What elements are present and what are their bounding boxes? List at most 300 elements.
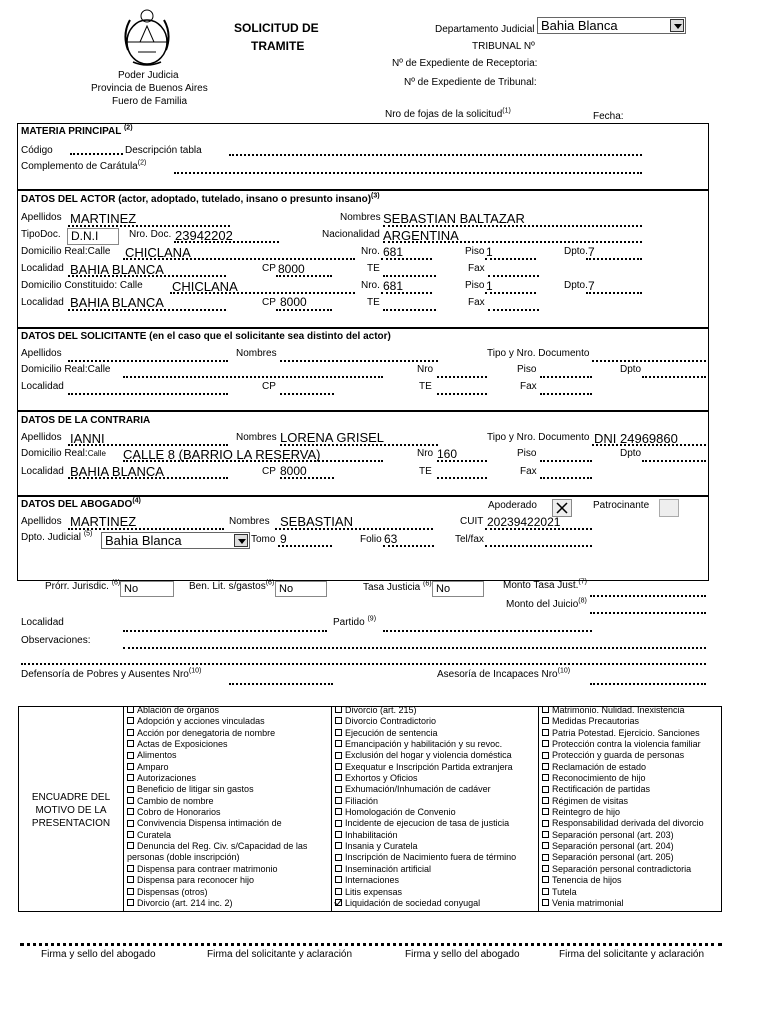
checkbox-icon[interactable] [335,842,342,849]
benlit-field[interactable] [275,581,327,597]
encuadre-option[interactable] [127,762,307,773]
encuadre-option[interactable] [335,864,516,875]
encuadre-option[interactable] [542,773,704,784]
checkbox-icon[interactable] [127,876,134,883]
encuadre-option[interactable] [127,705,307,716]
con-localidad-line [68,477,228,479]
actor-dpto2-label: Dpto. [564,280,588,291]
sol-localidad-field[interactable] [68,393,228,395]
actor-title: DATOS DEL ACTOR (actor, adoptado, tutelado, insano o presunto insano)$^{(3)}$ [21,192,380,205]
sol-cp-label: CP [262,381,276,392]
actor-localidad2-line [68,309,226,311]
encuadre-option-label: Rectificación de partidas [552,784,651,795]
encuadre-option-label: Cambio de nombre [137,795,214,806]
con-nro-line [437,460,487,462]
abo-telfax-field[interactable] [485,545,592,547]
encuadre-option-label: Reintegro de hijo [552,807,621,818]
observaciones-field-2[interactable] [21,663,706,665]
encuadre-option[interactable] [542,716,704,727]
checkbox-icon[interactable] [127,706,134,713]
actor-piso-label: Piso [465,246,485,257]
actor-domconst-line [170,292,355,294]
checkbox-icon[interactable] [542,706,549,713]
departamento-select[interactable] [537,17,686,34]
checkbox-icon[interactable] [127,752,134,759]
encuadre-option[interactable] [542,887,704,898]
checkbox-icon[interactable] [335,808,342,815]
checkbox-icon[interactable] [127,797,134,804]
checkbox-icon[interactable] [542,729,549,736]
sol-dom-label: Domicilio Real:Calle [21,364,111,375]
sol-cp-field[interactable] [280,393,334,395]
checkbox-icon[interactable] [542,786,549,793]
checkbox-icon[interactable] [335,752,342,759]
actor-fax2-label: Fax [468,297,485,308]
encuadre-option[interactable] [335,750,516,761]
sol-apellidos-field[interactable] [68,360,228,362]
actor-piso-value[interactable]: 1 [486,245,493,259]
encuadre-option-label: Denuncia del Reg. Civ. s/Capacidad de las [137,841,308,852]
encuadre-option-label: Patria Potestad. Ejercicio. Sanciones [552,727,700,738]
actor-localidad2-value[interactable]: BAHIA BLANCA [70,295,164,310]
monto-juicio-field[interactable] [590,612,706,614]
sol-nro-field[interactable] [437,376,487,378]
checkbox-icon[interactable] [542,752,549,759]
abo-folio-line [383,545,434,547]
codigo-field[interactable] [70,153,123,155]
con-fax-label: Fax [520,466,537,477]
checkbox-icon[interactable] [335,854,342,861]
actor-domreal-line [123,258,355,260]
encuadre-title [19,791,123,830]
checkbox-icon[interactable] [335,888,342,895]
checkbox-icon[interactable] [542,763,549,770]
encuadre-option-label: Exhumación/Inhumación de cadáver [345,784,491,795]
actor-te-line [383,275,436,277]
sol-apellidos-label: Apellidos [21,348,62,359]
localidad-field[interactable] [123,630,327,632]
checkbox-icon[interactable] [542,876,549,883]
encuadre-option-label: Venia matrimonial [552,897,624,908]
encuadre-option-label: Actas de Exposiciones [137,739,228,750]
con-piso-label: Piso [517,448,537,459]
checkbox-icon[interactable] [127,740,134,747]
encuadre-option[interactable] [335,796,516,807]
con-domicilio-line [123,460,383,462]
chevron-down-icon[interactable] [670,19,684,32]
abo-dpto-label: Dpto. Judicial $^{(5)}$ [21,530,93,543]
actor-localidad-label: Localidad [21,263,64,274]
encuadre-option[interactable] [335,762,516,773]
checkbox-icon[interactable] [335,717,342,724]
actor-dpto2-line [586,292,642,294]
encuadre-option-label: Amparo [137,761,169,772]
tasa-field[interactable] [432,581,484,597]
abo-dpto-select[interactable] [101,532,250,549]
encuadre-option[interactable] [335,852,516,863]
encuadre-option[interactable] [127,739,307,750]
checkbox-icon[interactable] [127,899,134,906]
encuadre-option-label: Divorcio Contradictorio [345,716,437,727]
actor-tipodoc-value: D.N.I [71,229,99,243]
actor-domconst-label: Domicilio Constituido: Calle [21,280,143,291]
encuadre-option-label: Liquidación de sociedad conyugal [345,897,481,908]
complemento-field[interactable] [174,172,642,174]
actor-dpto-label: Dpto. [564,246,588,257]
encuadre-option[interactable] [542,728,704,739]
checkbox-icon[interactable] [542,854,549,861]
actor-nrodoc-value[interactable]: 23942202 [175,228,233,243]
encuadre-option[interactable] [127,807,307,818]
encuadre-option[interactable] [127,841,307,852]
actor-te-label: TE [367,263,380,274]
sol-fax-field[interactable] [540,393,592,395]
con-piso-field[interactable] [540,460,592,462]
encuadre-option-label: Exclusión del hogar y violencia doméstica [345,750,512,761]
exp-receptoria-label: Nº de Expediente de Receptoria: [392,58,538,69]
encuadre-option[interactable] [542,705,704,716]
encuadre-option-label: Protección contra la violencia familiar [552,739,701,750]
monto-tasa-label: Monto Tasa Just.$^{(7)}$ [503,578,587,591]
checkbox-icon[interactable] [335,899,342,906]
coat-of-arms-icon [118,4,176,68]
actor-localidad-value[interactable]: BAHIA BLANCA [70,262,164,277]
defensoria-field[interactable] [229,683,333,685]
encuadre-option[interactable] [542,784,704,795]
checkbox-icon[interactable] [335,797,342,804]
encuadre-option[interactable] [127,818,307,829]
abo-nombres-label: Nombres [229,516,270,527]
sol-tipodoc-field[interactable] [592,360,706,362]
checkbox-icon[interactable] [335,820,342,827]
actor-fax-label: Fax [468,263,485,274]
con-apellidos-value[interactable]: IANNI [70,431,105,446]
descripcion-label: Descripción tabla [125,145,202,156]
checkbox-icon[interactable] [335,865,342,872]
encuadre-option[interactable] [335,728,516,739]
encuadre-option[interactable] [127,750,307,761]
abogado-title: DATOS DEL ABOGADO$^{(4)}$ [21,497,141,510]
actor-dpto2-value[interactable]: 7 [588,279,595,293]
con-localidad-label: Localidad [21,466,64,477]
actor-piso2-value[interactable]: 1 [486,279,493,293]
sol-nombres-field[interactable] [280,360,438,362]
encuadre-option-label: Reconocimiento de hijo [552,773,646,784]
encuadre-option[interactable] [127,796,307,807]
actor-localidad-line [68,275,226,277]
encuadre-option[interactable] [542,875,704,886]
departamento-value: Bahia Blanca [541,18,618,33]
checkbox-icon[interactable] [335,740,342,747]
abo-telfax-label: Tel/fax [455,534,484,545]
monto-tasa-field[interactable] [590,595,706,597]
apoderado-label: Apoderado [488,500,537,511]
tasa-value: No [436,583,451,595]
encuadre-option-label: Reclamación de estado [552,761,647,772]
con-nombres-value[interactable]: LORENA GRISEL [280,430,385,445]
actor-nombres-value[interactable]: SEBASTIAN BALTAZAR [383,211,525,226]
actor-te2-line [383,309,436,311]
checkbox-icon[interactable] [335,876,342,883]
actor-nombres-line [383,225,642,227]
sol-te-field[interactable] [437,393,487,395]
encuadre-option[interactable] [542,852,704,863]
encuadre-option-label: Divorcio (art. 215) [345,705,417,715]
prorr-value: No [124,583,139,595]
org-fuero: Fuero de Familia [112,96,188,107]
actor-fax-line [488,275,539,277]
checkbox-icon[interactable] [542,808,549,815]
abo-tomo-line [278,545,332,547]
actor-nro2-value[interactable]: 681 [383,279,404,293]
actor-cp-value[interactable]: 8000 [278,262,305,276]
encuadre-option[interactable] [335,773,516,784]
con-apellidos-line [68,444,228,446]
firma-solicitante-2: Firma del solicitante y aclaración [559,949,705,960]
encuadre-option-label: Separación personal contradictoria [552,863,692,874]
encuadre-option[interactable] [542,864,704,875]
actor-cp2-label: CP [262,297,276,308]
encuadre-option-label: Autorizaciones [137,773,197,784]
monto-juicio-label: Monto del Juicio$^{(8)}$ [506,597,587,610]
actor-nrodoc-label: Nro. Doc. [129,229,172,240]
encuadre-option[interactable] [335,898,516,909]
con-cp-line [280,477,334,479]
checkbox-icon[interactable] [335,763,342,770]
checkbox-icon[interactable] [127,831,134,838]
actor-nombres-label: Nombres [340,212,381,223]
encuadre-option[interactable] [335,807,516,818]
sol-te-label: TE [419,381,432,392]
encuadre-option-label: Ejecución de sentencia [345,727,438,738]
con-fax-field[interactable] [540,477,592,479]
encuadre-option[interactable] [542,807,704,818]
actor-fax2-line [488,309,539,311]
patrocinante-label: Patrocinante [593,500,650,511]
checkbox-icon[interactable] [127,820,134,827]
checkbox-icon[interactable] [127,763,134,770]
actor-domreal-value[interactable]: CHICLANA [125,245,191,260]
encuadre-option-label: Acción por denegatoria de nombre [137,727,276,738]
actor-domreal-label: Domicilio Real:Calle [21,246,111,257]
con-domicilio-value[interactable]: CALLE 8 (BARRIO LA RESERVA) [123,447,321,462]
sol-nombres-label: Nombres [236,348,277,359]
encuadre-option[interactable] [335,841,516,852]
encuadre-option-label: personas (doble inscripción) [127,852,240,863]
con-localidad-value[interactable]: BAHIA BLANCA [70,464,164,479]
partido-field[interactable] [383,630,592,632]
encuadre-option[interactable] [127,716,307,727]
encuadre-option-label: Alimentos [137,750,177,761]
encuadre-option[interactable] [127,830,307,841]
encuadre-title-line: MOTIVO DE LA [35,805,107,816]
encuadre-title-line: ENCUADRE DEL [31,792,111,803]
abo-cuit-line [485,528,592,530]
checkbox-icon[interactable] [542,717,549,724]
fojas-label: Nro de fojas de la solicitud$^{(1)}$ [385,107,511,120]
encuadre-option[interactable] [127,887,307,898]
checkbox-icon[interactable] [542,797,549,804]
con-documento-value[interactable]: DNI 24969860 [594,431,678,446]
encuadre-option[interactable] [127,784,307,795]
checkbox-icon[interactable] [127,774,134,781]
encuadre-option[interactable] [335,784,516,795]
encuadre-option-label: Separación personal (art. 205) [552,852,674,863]
abo-nombres-value[interactable]: SEBASTIAN [280,514,353,529]
actor-apellidos-value[interactable]: MARTINEZ [70,211,137,226]
checkbox-icon[interactable] [542,842,549,849]
encuadre-option[interactable] [127,852,307,863]
checkbox-icon[interactable] [335,831,342,838]
checkbox-icon[interactable] [542,865,549,872]
encuadre-col-3 [542,705,704,909]
encuadre-option-label: Curatela [137,829,172,840]
checkbox-icon[interactable] [127,808,134,815]
observaciones-field-1[interactable] [123,647,706,649]
encuadre-title-line: PRESENTACION [31,818,111,829]
codigo-label: Código [21,145,53,156]
firma-abogado-1: Firma y sello del abogado [41,949,156,960]
prorr-field[interactable] [120,581,174,597]
encuadre-option-label: Beneficio de litigar sin gastos [137,784,254,795]
actor-nro-value[interactable]: 681 [383,245,404,259]
encuadre-option[interactable] [542,739,704,750]
encuadre-option[interactable] [542,830,704,841]
encuadre-option[interactable] [127,728,307,739]
tribunal-label: TRIBUNAL Nº [472,41,535,52]
con-nro-value[interactable]: 160 [437,447,458,461]
checkbox-icon[interactable] [127,786,134,793]
abo-apellidos-value[interactable]: MARTINEZ [70,514,137,529]
chevron-down-icon[interactable] [234,534,248,547]
encuadre-option-label: Litis expensas [345,886,403,897]
encuadre-option[interactable] [127,898,307,909]
encuadre-option-label: Divorcio (art. 214 inc. 2) [137,897,233,908]
checkbox-icon[interactable] [127,717,134,724]
benlit-label: Ben. Lit. s/gastos$^{(6)}$ [189,579,275,592]
actor-domconst-value[interactable]: CHICLANA [172,279,238,294]
encuadre-option[interactable] [542,796,704,807]
descripcion-field[interactable] [229,154,642,156]
con-nombres-line [280,444,438,446]
actor-nacionalidad-label: Nacionalidad [322,229,380,240]
actor-piso2-label: Piso [465,280,485,291]
observaciones-label: Observaciones: [21,635,91,646]
con-dpto-label: Dpto [620,448,642,459]
checkbox-icon[interactable] [542,774,549,781]
encuadre-option[interactable] [542,841,704,852]
checkbox-icon[interactable] [335,774,342,781]
firma-solicitante-1: Firma del solicitante y aclaración [207,949,353,960]
encuadre-option[interactable] [335,716,516,727]
encuadre-option[interactable] [127,773,307,784]
encuadre-option-label: Homologación de Convenio [345,807,456,818]
encuadre-option[interactable] [542,750,704,761]
encuadre-option[interactable] [542,898,704,909]
encuadre-option-label: Inseminación artificial [345,863,432,874]
encuadre-option-label: Exequatur e Inscripción Partida extranjera [345,761,513,772]
tasa-label: Tasa Justicia $^{(6)}$ [363,580,432,593]
encuadre-option[interactable] [335,830,516,841]
encuadre-option-label: Responsabilidad derivada del divorcio [552,818,704,829]
abo-tomo-value[interactable]: 9 [280,532,287,546]
encuadre-option-label: Incidente de ejecucion de tasa de justicia [345,818,510,829]
checkbox-icon[interactable] [542,740,549,747]
sol-piso-field[interactable] [540,376,592,378]
encuadre-option-label: Emancipación y habilitación y su revoc. [345,739,503,750]
con-nro-label: Nro [417,448,434,459]
con-cp-value[interactable]: 8000 [280,464,307,478]
con-dom-label: Domicilio Real:Calle [21,448,106,459]
encuadre-option-label: Cobro de Honorarios [137,807,221,818]
checkbox-icon[interactable] [335,786,342,793]
checkbox-icon[interactable] [542,888,549,895]
encuadre-option-label: Internaciones [345,875,400,886]
encuadre-option-label: Exhortos y Oficios [345,773,418,784]
abo-folio-value[interactable]: 63 [384,532,398,546]
encuadre-option[interactable] [542,818,704,829]
encuadre-option-label: Inscripción de Nacimiento fuera de término [345,852,517,863]
checkbox-icon[interactable] [542,831,549,838]
encuadre-option-label: Dispensa para reconocer hijo [137,875,255,886]
encuadre-option[interactable] [335,705,516,716]
encuadre-option-label: Separación personal (art. 204) [552,841,674,852]
actor-cp2-value[interactable]: 8000 [280,295,307,309]
actor-te2-label: TE [367,297,380,308]
org-province: Provincia de Buenos Aires [91,83,208,94]
sol-dpto-label: Dpto [620,364,642,375]
actor-nacionalidad-value[interactable]: ARGENTINA [383,228,459,243]
encuadre-option[interactable] [127,864,307,875]
checkbox-icon[interactable] [542,820,549,827]
encuadre-option-label: Matrimonio. Nulidad. Inexistencia [552,705,685,715]
abo-cuit-value[interactable]: 20239422021 [487,515,561,529]
prorr-label: Prórr. Jurisdic. $^{(6)}$ [45,579,121,592]
benlit-value: No [279,583,294,595]
encuadre-option[interactable] [335,875,516,886]
con-dpto-field[interactable] [642,460,706,462]
contraria-title: DATOS DE LA CONTRARIA [21,415,151,426]
encuadre-option[interactable] [335,818,516,829]
encuadre-option[interactable] [335,887,516,898]
encuadre-option[interactable] [542,762,704,773]
patrocinante-checkbox[interactable] [659,499,679,517]
actor-tipodoc-label: TipoDoc. [21,229,61,240]
checkbox-icon[interactable] [127,865,134,872]
actor-cp2-line [276,309,332,311]
actor-dpto-value[interactable]: 7 [588,245,595,259]
asesoria-field[interactable] [590,683,706,685]
encuadre-option[interactable] [127,875,307,886]
con-te-field[interactable] [437,477,487,479]
checkbox-icon[interactable] [335,706,342,713]
encuadre-option[interactable] [335,739,516,750]
checkbox-icon[interactable] [127,888,134,895]
encuadre-option-label: Insania y Curatela [345,841,418,852]
form-title-line1: SOLICITUD DE [234,21,319,35]
solicitante-title: DATOS DEL SOLICITANTE (en el caso que el solicitante sea distinto del actor) [21,331,391,342]
partido-label: Partido $^{(9)}$ [333,615,377,628]
checkbox-icon[interactable] [335,729,342,736]
abo-apellidos-label: Apellidos [21,516,62,527]
actor-tipodoc-field[interactable] [67,228,119,245]
sol-dom-field[interactable] [123,376,383,378]
sol-dpto-field[interactable] [642,376,706,378]
checkbox-icon[interactable] [127,842,134,849]
checkbox-icon[interactable] [542,899,549,906]
encuadre-col-1 [127,705,307,909]
checkbox-icon[interactable] [127,729,134,736]
